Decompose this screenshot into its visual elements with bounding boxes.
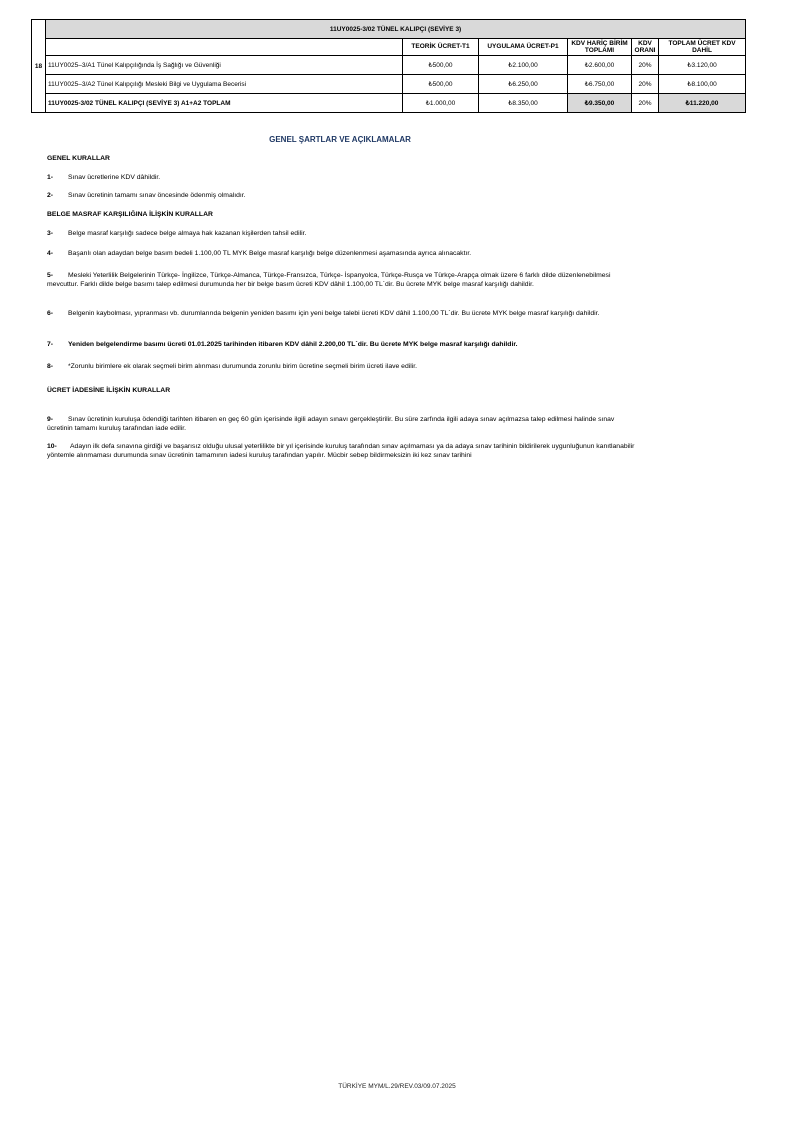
practice-fee: ₺8.350,00 — [479, 94, 568, 113]
unit-name: 11UY0025–3/A1 Tünel Kalıpçılığında İş Sağlığı ve Güvenliği — [46, 56, 403, 75]
total-fee: ₺3.120,00 — [659, 56, 746, 75]
list-item — [47, 249, 637, 258]
practice-fee: ₺2.100,00 — [479, 56, 568, 75]
unit-name: 11UY0025–3/A2 Tünel Kalıpçılığı Mesleki Bilgi ve Uygulama Becerisi — [46, 75, 403, 94]
table-title: 11UY0025-3/02 TÜNEL KALIPÇI (SEVİYE 3) — [46, 20, 746, 39]
item-text: Başarılı olan adaydan belge basım bedeli 1.100,00 TL MYK Belge masraf karşılığı belge düzenlenmesi aşamasında ayrıca alınacaktır. — [68, 250, 472, 257]
list-item — [47, 340, 637, 349]
table-row-total — [32, 94, 746, 113]
item-number: 7- — [47, 341, 54, 348]
item-text: *Zorunlu birimlere ek olarak seçmeli birim alınması durumunda zorunlu birim ücretine seçmeli birim ücreti ilave edilir. — [68, 363, 418, 370]
excl-vat-total: ₺2.600,00 — [568, 56, 632, 75]
item-number: 8- — [47, 363, 54, 370]
list-item — [47, 271, 637, 289]
row-number: 18 — [32, 20, 46, 113]
item-number: 2- — [47, 192, 54, 199]
section-title: GENEL ŞARTLAR VE AÇIKLAMALAR — [269, 135, 411, 144]
item-text: Adayın ilk defa sınavına girdiği ve başarısız olduğu ulusal yeterlilikte bir yıl içerisinde kuruluş tarafından sınav açılmaması ya da adaya sınav tarihinin bildirilerek uygunluğunun kanıtlanabilir yöntemle alınmaması durumunda sınav ücretinin tamamının iadesi kuruluş tarafından yapılır. Mücbir sebep bildirmeksizin iki kez sınav tarihini — [47, 443, 635, 459]
item-number: 10- — [47, 443, 57, 450]
table-row — [32, 75, 746, 94]
item-number: 9- — [47, 416, 54, 423]
vat-rate: 20% — [632, 56, 659, 75]
list-item — [47, 309, 637, 318]
theory-fee: ₺500,00 — [403, 75, 479, 94]
list-item — [47, 362, 637, 371]
vat-rate: 20% — [632, 75, 659, 94]
general-rules-heading: GENEL KURALLAR — [47, 155, 110, 162]
header-blank — [46, 39, 403, 56]
item-text: Sınav ücretinin kuruluşa ödendiği tarihten itibaren en geç 60 gün içerisinde ilgili adayın sınavı gerçekleştirilir. Bu süre zarfında ilgili adaya sınav açılmazsa talep edilmesi halinde sınav ücretinin tamamı kuruluş tarafından iade edilir. — [47, 416, 615, 432]
item-number: 1- — [47, 174, 54, 181]
list-item — [47, 173, 637, 182]
item-number: 6- — [47, 310, 54, 317]
header-practice: UYGULAMA ÜCRET-P1 — [479, 39, 568, 56]
item-text: Sınav ücretlerine KDV dâhildir. — [68, 174, 161, 181]
item-text: Belgenin kaybolması, yıpranması vb. durumlarında belgenin yeniden basımı için yeni belge talebi ücreti KDV dâhil 1.100,00 TL`dir. Bu ücrete MYK belge masraf karşılığı dahildir. — [68, 310, 600, 317]
header-theory: TEORİK ÜCRET-T1 — [403, 39, 479, 56]
theory-fee: ₺500,00 — [403, 56, 479, 75]
list-item — [47, 442, 637, 460]
practice-fee: ₺6.250,00 — [479, 75, 568, 94]
item-text: Mesleki Yeterlilik Belgelerinin Türkçe- İngilizce, Türkçe-Almanca, Türkçe-Fransızca, Türkçe- İspanyolca, Türkçe-Rusça ve Türkçe-Arapça olmak üzere 6 farklı dilde düzenlenebilmesi mevcuttur. Farklı dilde belge basımı talep edilmesi durumunda her bir belge basım ücreti KDV dâhil 1.100,00 TL`dir. Bu ücrete MYK belge masraf karşılığı dahildir. — [47, 272, 611, 288]
item-number: 4- — [47, 250, 54, 257]
header-excl-vat: KDV HARİÇ BİRİM TOPLAMI — [568, 39, 632, 56]
document-footer: TÜRKİYE MYM/L.29/REV.03/09.07.2025 — [338, 1083, 456, 1090]
header-total: TOPLAM ÜCRET KDV DAHİL — [659, 39, 746, 56]
certificate-rules-heading: BELGE MASRAF KARŞILIĞINA İLİŞKİN KURALLAR — [47, 211, 213, 218]
table-row — [32, 56, 746, 75]
vat-rate: 20% — [632, 94, 659, 113]
header-vat-rate: KDV ORANI — [632, 39, 659, 56]
fee-table — [31, 19, 746, 113]
item-text: Belge masraf karşılığı sadece belge almaya hak kazanan kişilerden tahsil edilir. — [68, 230, 307, 237]
item-text: Sınav ücretinin tamamı sınav öncesinde ödenmiş olmalıdır. — [68, 192, 246, 199]
total-fee: ₺11.220,00 — [659, 94, 746, 113]
item-number: 5- — [47, 272, 54, 279]
list-item — [47, 229, 637, 238]
excl-vat-total: ₺9.350,00 — [568, 94, 632, 113]
refund-rules-heading: ÜCRET İADESİNE İLİŞKİN KURALLAR — [47, 387, 171, 394]
unit-name: 11UY0025-3/02 TÜNEL KALIPÇI (SEVİYE 3) A1+A2 TOPLAM — [46, 94, 403, 113]
item-number: 3- — [47, 230, 54, 237]
total-fee: ₺8.100,00 — [659, 75, 746, 94]
excl-vat-total: ₺6.750,00 — [568, 75, 632, 94]
list-item — [47, 191, 637, 200]
theory-fee: ₺1.000,00 — [403, 94, 479, 113]
list-item — [47, 415, 637, 433]
item-text: Yeniden belgelendirme basımı ücreti 01.01.2025 tarihinden itibaren KDV dâhil 2.200,00 TL`dir. Bu ücrete MYK belge masraf karşılığı dahildir. — [68, 341, 518, 348]
